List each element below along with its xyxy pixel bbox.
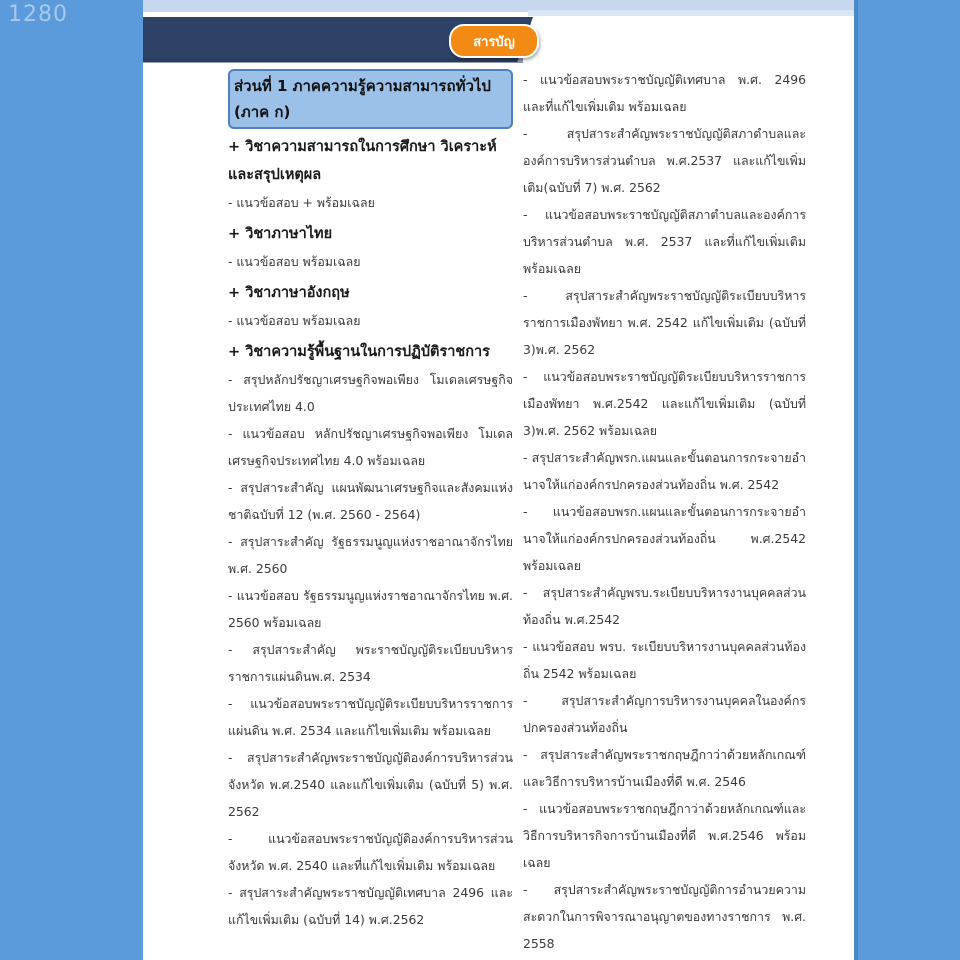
list-item: - สรุปสาระสำคัญพระราชบัญญัติเทศบาล 2496 และแก้ไขเพิ่มเติม (ฉบับที่ 14) พ.ศ.2562 <box>228 885 513 927</box>
list-item: - สรุปสาระสำคัญพรบ.ระเบียบบริหารงานบุคคลส่วนท้องถิ่น พ.ศ.2542 <box>523 585 806 627</box>
list-item: - สรุปสาระสำคัญพระราชบัญญัติการอำนวยความสะดวกในการพิจารณาอนุญาตของทางราชการ พ.ศ. 2558 <box>523 882 806 951</box>
list-item: - สรุปสาระสำคัญ รัฐธรรมนูญแห่งราชอาณาจักรไทย พ.ศ. 2560 <box>228 534 513 576</box>
list-item: - แนวข้อสอบพระราชกฤษฎีกาว่าด้วยหลักเกณฑ์และวิธีการบริหารกิจการบ้านเมืองที่ดี พ.ศ.2546 พร้อมเฉลย <box>523 801 806 870</box>
toc-badge: สารบัญ <box>449 24 539 58</box>
subject-heading: + วิชาความสามารถในการศึกษา วิเคราะห์และสรุปเหตุผล <box>228 139 497 183</box>
list-item: - แนวข้อสอบพระราชบัญญัติสภาตำบลและองค์การบริหารส่วนตำบล พ.ศ. 2537 และที่แก้ไขเพิ่มเติม พร้อมเฉลย <box>523 207 806 276</box>
section-title: ส่วนที่ 1 ภาคความรู้ความสามารถทั่วไป (ภาค ก) <box>228 69 513 129</box>
list-item: - แนวข้อสอบ + พร้อมเฉลย <box>228 195 375 210</box>
list-item: - สรุปสาระสำคัญ แผนพัฒนาเศรษฐกิจและสังคมแห่งชาติฉบับที่ 12 (พ.ศ. 2560 - 2564) <box>228 480 513 522</box>
list-item: - สรุปหลักปรัชญาเศรษฐกิจพอเพียง โมเดลเศรษฐกิจประเทศไทย 4.0 <box>228 372 513 414</box>
subject-heading: + วิชาภาษาไทย <box>228 226 333 242</box>
list-item: - แนวข้อสอบพระราชบัญญัติองค์การบริหารส่วนจังหวัด พ.ศ. 2540 และที่แก้ไขเพิ่มเติม พร้อมเฉลย <box>228 831 513 873</box>
list-item: - แนวข้อสอบพรก.แผนและขั้นตอนการกระจายอำนาจให้แก่องค์กรปกครองส่วนท้องถิ่น พ.ศ.2542 พร้อมเฉลย <box>523 504 806 573</box>
document-page <box>143 0 854 960</box>
list-item: - สรุปสาระสำคัญ พระราชบัญญัติระเบียบบริหารราชการแผ่นดินพ.ศ. 2534 <box>228 642 513 684</box>
list-item: - แนวข้อสอบพระราชบัญญัติเทศบาล พ.ศ. 2496 และที่แก้ไขเพิ่มเติม พร้อมเฉลย <box>523 72 806 114</box>
list-item: - แนวข้อสอบพระราชบัญญัติระเบียบบริหารราชการเมืองพัทยา พ.ศ.2542 และแก้ไขเพิ่มเติม (ฉบับที่ 3)พ.ศ. 2562 พร้อมเฉลย <box>523 369 806 438</box>
subject-heading: + วิชาความรู้พื้นฐานในการปฏิบัติราชการ <box>228 344 490 360</box>
list-item: - สรุปสาระสำคัญการบริหารงานบุคคลในองค์กรปกครองส่วนท้องถิ่น <box>523 693 806 735</box>
list-item: - สรุปสาระสำคัญพระราชกฤษฎีกาว่าด้วยหลักเกณฑ์และวิธีการบริหารบ้านเมืองที่ดี พ.ศ. 2546 <box>523 747 806 789</box>
list-item: - แนวข้อสอบ พรบ. ระเบียบบริหารงานบุคคลส่วนท้องถิ่น 2542 พร้อมเฉลย <box>523 639 806 681</box>
list-item: - แนวข้อสอบ รัฐธรรมนูญแห่งราชอาณาจักรไทย พ.ศ. 2560 พร้อมเฉลย <box>228 588 513 630</box>
list-item: - สรุปสาระสำคัญพระราชบัญญัติสภาตำบลและองค์การบริหารส่วนตำบล พ.ศ.2537 และแก้ไขเพิ่มเติม(ฉบับที่ 7) พ.ศ. 2562 <box>523 126 806 195</box>
right-column <box>523 0 806 957</box>
subject-heading: + วิชาภาษาอังกฤษ <box>228 285 350 301</box>
left-column <box>228 0 513 933</box>
list-item: - แนวข้อสอบ พร้อมเฉลย <box>228 254 361 269</box>
list-item: - สรุปสาระสำคัญพรก.แผนและขั้นตอนการกระจายอำนาจให้แก่องค์กรปกครองส่วนท้องถิ่น พ.ศ. 2542 <box>523 450 806 492</box>
list-item: - สรุปสาระสำคัญพระราชบัญญัติระเบียบบริหารราชการเมืองพัทยา พ.ศ. 2542 แก้ไขเพิ่มเติม (ฉบับที่ 3)พ.ศ. 2562 <box>523 288 806 357</box>
page-right-edge <box>854 0 858 960</box>
corner-page-label: 1280 <box>8 2 68 27</box>
list-item: - แนวข้อสอบ พร้อมเฉลย <box>228 313 361 328</box>
list-item: - แนวข้อสอบพระราชบัญญัติระเบียบบริหารราชการแผ่นดิน พ.ศ. 2534 และแก้ไขเพิ่มเติม พร้อมเฉลย <box>228 696 513 738</box>
list-item: - แนวข้อสอบ หลักปรัชญาเศรษฐกิจพอเพียง โมเดลเศรษฐกิจประเทศไทย 4.0 พร้อมเฉลย <box>228 426 513 468</box>
list-item: - สรุปสาระสำคัญพระราชบัญญัติองค์การบริหารส่วนจังหวัด พ.ศ.2540 และแก้ไขเพิ่มเติม (ฉบับที่ 5) พ.ศ. 2562 <box>228 750 513 819</box>
